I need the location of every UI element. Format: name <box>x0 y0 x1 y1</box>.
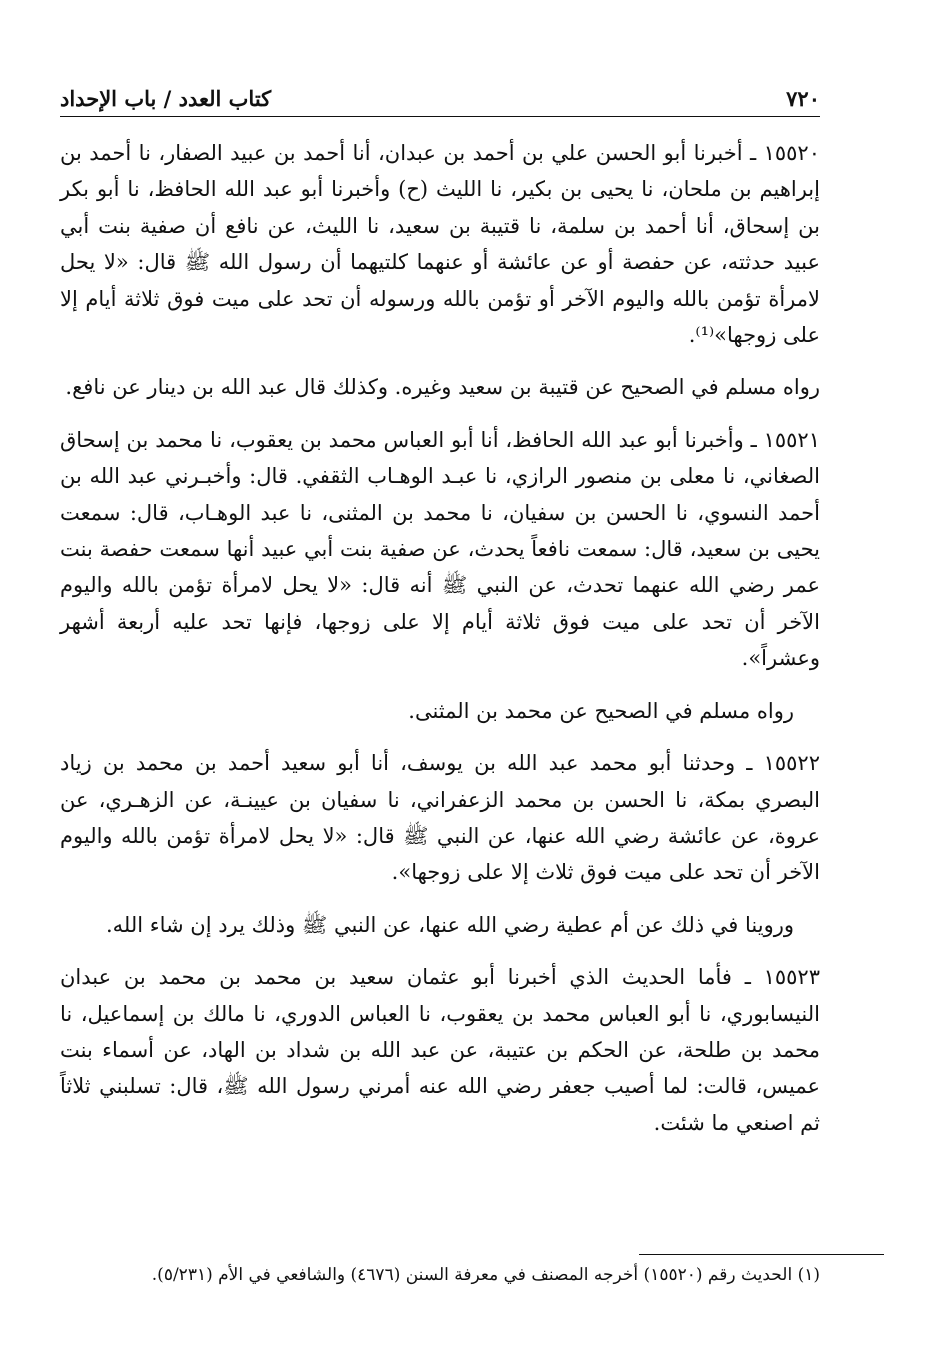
running-title: كتاب العدد / باب الإحداد <box>60 86 272 111</box>
hadith-paragraph: ١٥٥٢٠ ـ أخبرنا أبو الحسن علي بن أحمد بن عبدان، أنا أحمد بن عبيد الصفار، نا أحمد بن إبراهيم بن ملحان، نا يحيى بن بكير، نا الليث (ح) وأخبرنا أبو عبد الله الحافظ، نا أبو بكر بن إسحاق، أنا أحمد بن سلمة، نا قتيبة بن سعيد، نا الليث، عن نافع أن صفية بنت أبي عبيد حدثته، عن حفصة أو عن عائشة أو عنهما كلتيهما أن رسول الله ﷺ قال: «لا يحل لامرأة تؤمن بالله واليوم الآخر أو تؤمن بالله ورسوله أن تحد على ميت فوق ثلاثة أيام إلا على زوجها»⁽¹⁾. <box>60 141 820 348</box>
page-header <box>60 78 820 117</box>
page-number: ٧٢٠ <box>786 86 820 111</box>
hadith-paragraph: ١٥٥٢١ ـ وأخبرنا أبو عبد الله الحافظ، أنا أبو العباس محمد بن يعقوب، نا محمد بن إسحاق الصغاني، نا معلى بن منصور الرازي، نا عبـد الوهـاب الثقفي. قال: وأخبـرني عبد الله بن أحمد النسوي، نا الحسن بن سفيان، نا محمد بن المثنى، نا عبد الوهـاب، قال: سمعت يحيى بن سعيد، قال: سمعت نافعاً يحدث، عن صفية بنت أبي عبيد أنها سمعت حفصة بنت عمر رضي الله عنهما تحدث، عن النبي ﷺ أنه قال: «لا يحل لامرأة تؤمن بالله واليوم الآخر أن تحد على ميت فوق ثلاثة أيام إلا على زوجها، فإنها تحد عليه أربعة أشهر وعشراً». <box>60 427 820 671</box>
book-page <box>60 78 820 1157</box>
commentary-paragraph: وروينا في ذلك عن أم عطية رضي الله عنها، عن النبي ﷺ وذلك يرد إن شاء الله. <box>105 912 794 937</box>
page-body <box>60 135 820 1141</box>
footnote: (١) الحديث رقم (١٥٥٢٠) أخرجه المصنف في معرفة السنن (٤٦٧٦) والشافعي في الأم (٥/٢٣١). <box>151 1265 820 1285</box>
footnote-divider <box>639 1254 884 1255</box>
commentary-paragraph: رواه مسلم في الصحيح عن قتيبة بن سعيد وغيره. وكذلك قال عبد الله بن دينار عن نافع. <box>65 375 820 400</box>
commentary-paragraph: رواه مسلم في الصحيح عن محمد بن المثنى. <box>408 698 794 723</box>
hadith-paragraph: ١٥٥٢٣ ـ فأما الحديث الذي أخبرنا أبو عثمان سعيد بن محمد بن محمد بن عبدان النيسابوري، نا أبو العباس محمد بن يعقوب، نا العباس الدوري، نا مالك بن إسماعيل، نا محمد بن طلحة، عن الحكم بن عتيبة، عن عبد الله بن شداد بن الهاد، عن أسماء بنت عميس، قالت: لما أصيب جعفر رضي الله عنه أمرني رسول الله ﷺ، قال: تسلبني ثلاثاً ثم اصنعي ما شئت. <box>60 965 820 1135</box>
hadith-paragraph: ١٥٥٢٢ ـ وحدثنا أبو محمد عبد الله بن يوسف، أنا أبو سعيد أحمد بن محمد بن زياد البصري بمكة، نا الحسن بن محمد الزعفراني، نا سفيان بن عيينـة، عن الزهـري، عن عروة، عن عائشة رضي الله عنها، عن النبي ﷺ قال: «لا يحل لامرأة تؤمن بالله واليوم الآخر أن تحد على ميت فوق ثلاث إلا على زوجها». <box>60 751 820 885</box>
